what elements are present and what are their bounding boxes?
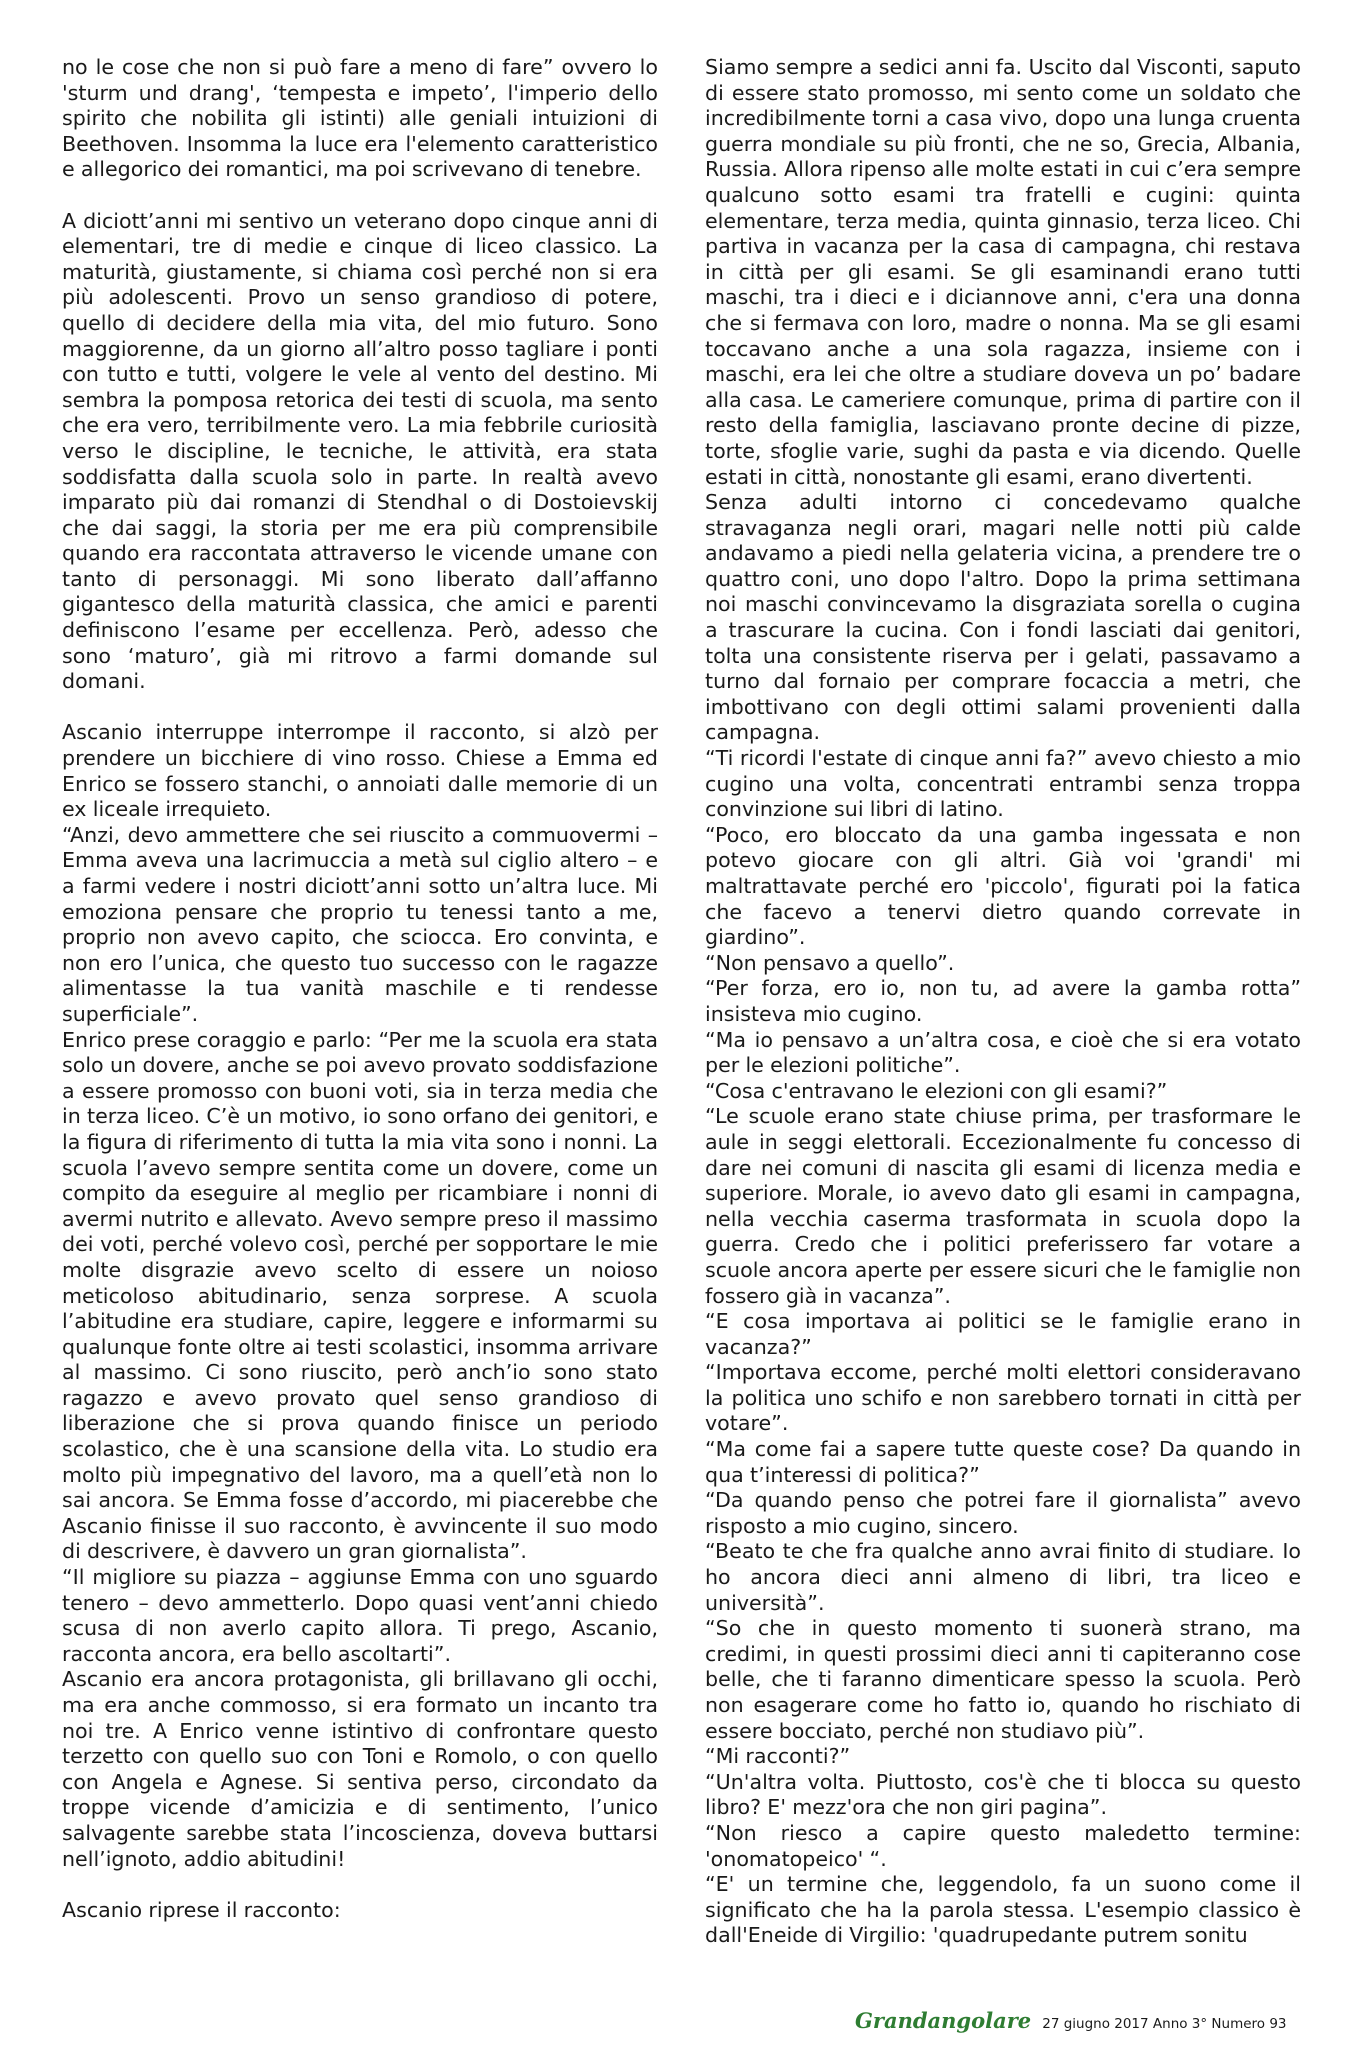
paragraph: Senza adulti intorno ci concedevamo qualche stravaganza negli orari, magari nelle notti più calde andavamo a piedi nella gelateria vicina, a prendere tre o quattro coni, uno dopo l'altro. Dopo la prima settimana noi maschi convincevamo la disgraziata sorella o cugina a trascurare la cucina. Con i fondi lasciati dai genitori, tolta una consistente riserva per i gelati, passavamo a turno dal fornaio per comprare focaccia a metri, che imbottivano con degli ottimi salami provenienti dalla campagna. [705, 490, 1301, 745]
issue-info: 27 giugno 2017 Anno 3° Numero 93 [1042, 2016, 1287, 2032]
paragraph: Ascanio riprese il racconto: [62, 1897, 341, 1922]
paragraph: “Non riesco a capire questo maledetto termine: 'onomatopeico' “. [705, 1820, 1301, 1871]
paragraph: “Le scuole erano state chiuse prima, per trasformare le aule in seggi elettorali. Eccezionalmente fu concesso di dare nei comuni di nascita gli esami di licenza media e superiore. Morale, io avevo dato gli esami in campagna, nella vecchia caserma trasformata in scuola dopo la guerra. Credo che i politici preferissero far votare a scuole ancora aperte per essere sicuri che le famiglie non fossero già in vacanza”. [705, 1104, 1301, 1308]
paragraph: “Il migliore su piazza – aggiunse Emma con uno sguardo tenero – devo ammetterlo. Dopo quasi vent’anni chiedo scusa di non averlo capito allora. Ti prego, Ascanio, racconta ancora, era bello ascoltarti”. [62, 1565, 658, 1666]
paragraph: “E cosa importava ai politici se le famiglie erano in vacanza?” [705, 1309, 1301, 1359]
paragraph: “Mi racconti?” [705, 1744, 851, 1769]
paragraph: “Un'altra volta. Piuttosto, cos'è che ti blocca su questo libro? E' mezz'ora che non giri pagina”. [705, 1769, 1301, 1820]
page-footer [855, 2008, 1287, 2033]
paragraph: “Ti ricordi l'estate di cinque anni fa?” avevo chiesto a mio cugino una volta, concentrati entrambi senza troppa convinzione sui libri di latino. [705, 746, 1301, 822]
paragraph: “Cosa c'entravano le elezioni con gli esami?” [705, 1078, 1168, 1103]
paragraph: “Ma come fai a sapere tutte queste cose? Da quando in qua t’interessi di politica?” [705, 1437, 1301, 1487]
paragraph: “Beato te che fra qualche anno avrai finito di studiare. Io ho ancora dieci anni almeno di libri, tra liceo e università”. [705, 1539, 1301, 1615]
right-column [705, 55, 1301, 1949]
magazine-title: Grandangolare [855, 2008, 1032, 2033]
paragraph: Enrico prese coraggio e parlo: “Per me la scuola era stata solo un dovere, anche se poi avevo provato soddisfazione a essere promosso con buoni voti, sia in terza media che in terza liceo. C’è un motivo, io sono orfano dei genitori, e la figura di riferimento di tutta la mia vita sono i nonni. La scuola l’avevo sempre sentita come un dovere, come un compito da eseguire al meglio per ricambiare i nonni di avermi nutrito e allevato. Avevo sempre preso il massimo dei voti, perché volevo così, perché per sopportare le mie molte disgrazie avevo scelto di essere un noioso meticoloso abitudinario, senza sorprese. A scuola l’abitudine era studiare, capire, leggere e informarmi su qualunque fonte oltre ai testi scolastici, insomma arrivare al massimo. Ci sono riuscito, però anch’io sono stato ragazzo e avevo provato quel senso grandioso di liberazione che si prova quando finisce un periodo scolastico, che è una scansione della vita. Lo studio era molto più impegnativo del lavoro, ma a quell’età non lo sai ancora. Se Emma fosse d’accordo, mi piacerebbe che Ascanio finisse il suo racconto, è avvincente il suo modo di descrivere, è davvero un gran giornalista”. [62, 1027, 658, 1564]
paragraph: “E' un termine che, leggendolo, fa un suono come il significato che ha la parola stessa. L'esempio classico è dall'Eneide di Virgilio: 'quadrupedante putrem sonitu [705, 1872, 1301, 1948]
paragraph: Ascanio interruppe interrompe il racconto, si alzò per prendere un bicchiere di vino rosso. Chiese a Emma ed Enrico se fossero stanchi, o annoiati dalle memorie di un ex liceale irrequieto. [62, 720, 658, 822]
paragraph: “Per forza, ero io, non tu, ad avere la gamba rotta” insisteva mio cugino. [705, 976, 1301, 1026]
left-column [62, 55, 658, 1923]
paragraph: no le cose che non si può fare a meno di fare” ovvero lo 'sturm und drang', ‘tempesta e impeto’, l'imperio dello spirito che nobilita gli istinti) alle geniali intuizioni di Beethoven. Insomma la luce era l'elemento caratteristico e allegorico dei romantici, ma poi scrivevano di tenebre. [62, 55, 658, 182]
paragraph: “Non pensavo a quello”. [705, 950, 955, 975]
paragraph: Siamo sempre a sedici anni fa. Uscito dal Visconti, saputo di essere stato promosso, mi sento come un soldato che incredibilmente torni a casa vivo, dopo una lunga cruenta guerra mondiale su più fronti, che ne so, Grecia, Albania, Russia. Allora ripenso alle molte estati in cui c’era sempre qualcuno sotto esami tra fratelli e cugini: quinta elementare, terza media, quinta ginnasio, terza liceo. Chi partiva in vacanza per la casa di campagna, chi restava in città per gli esami. Se gli esaminandi erano tutti maschi, tra i dieci e i diciannove anni, c'era una donna che si fermava con loro, madre o nonna. Ma se gli esami toccavano anche a una sola ragazza, insieme con i maschi, era lei che oltre a studiare doveva un po’ badare alla casa. Le cameriere comunque, prima di partire con il resto della famiglia, lasciavano pronte decine di pizze, torte, sfoglie varie, sughi da pasta e via dicendo. Quelle estati in città, nonostante gli esami, erano divertenti. [705, 55, 1301, 489]
paragraph: A diciott’anni mi sentivo un veterano dopo cinque anni di elementari, tre di medie e cinque di liceo classico. La maturità, giustamente, si chiama così perché non si era più adolescenti. Provo un senso grandioso di potere, quello di decidere della mia vita, del mio futuro. Sono maggiorenne, da un giorno all’altro posso tagliare i ponti con tutto e tutti, volgere le vele al vento del destino. Mi sembra la pomposa retorica dei testi di scuola, ma sento che era vero, terribilmente vero. La mia febbrile curiosità verso le discipline, le tecniche, le attività, era stata soddisfatta dalla scuola solo in parte. In realtà avevo imparato più dai romanzi di Stendhal o di Dostoievskij che dai saggi, la storia per me era più comprensibile quando era raccontata attraverso le vicende umane con tanto di personaggi. Mi sono liberato dall’affanno gigantesco della maturità classica, che amici e parenti definiscono l’esame per eccellenza. Però, adesso che sono ‘maturo’, già mi ritrovo a farmi domande sul domani. [62, 208, 658, 694]
paragraph: Ascanio era ancora protagonista, gli brillavano gli occhi, ma era anche commosso, si era formato un incanto tra noi tre. A Enrico venne istintivo di confrontare questo terzetto con quello suo con Toni e Romolo, o con quello con Angela e Agnese. Si sentiva perso, circondato da troppe vicende d’amicizia e di sentimento, l’unico salvagente sarebbe stata l’incoscienza, doveva buttarsi nell’ignoto, addio abitudini! [62, 1667, 658, 1871]
paragraph: “So che in questo momento ti suonerà strano, ma credimi, in questi prossimi dieci anni ti capiteranno cose belle, che ti faranno dimenticare spesso la scuola. Però non esagerare come ho fatto io, quando ho rischiato di essere bocciato, perché non studiavo più”. [705, 1616, 1301, 1743]
paragraph: “Ma io pensavo a un’altra cosa, e cioè che si era votato per le elezioni politiche”. [705, 1027, 1301, 1078]
paragraph: “Anzi, devo ammettere che sei riuscito a commuovermi – Emma aveva una lacrimuccia a metà sul ciglio altero – e a farmi vedere i nostri diciott’anni sotto un’altra luce. Mi emoziona pensare che proprio tu tenessi tanto a me, proprio non avevo capito, che sciocca. Ero convinta, e non ero l’unica, che questo tuo successo con le ragazze alimentasse la tua vanità maschile e ti rendesse superficiale”. [62, 822, 658, 1026]
paragraph: “Poco, ero bloccato da una gamba ingessata e non potevo giocare con gli altri. Già voi 'grandi' mi maltrattavate perché ero 'piccolo', figurati poi la fatica che facevo a tenervi dietro quando correvate in giardino”. [705, 822, 1301, 950]
paragraph: “Importava eccome, perché molti elettori consideravano la politica uno schifo e non sarebbero tornati in città per votare”. [705, 1360, 1301, 1436]
paragraph: “Da quando penso che potrei fare il giornalista” avevo risposto a mio cugino, sincero. [705, 1488, 1301, 1538]
